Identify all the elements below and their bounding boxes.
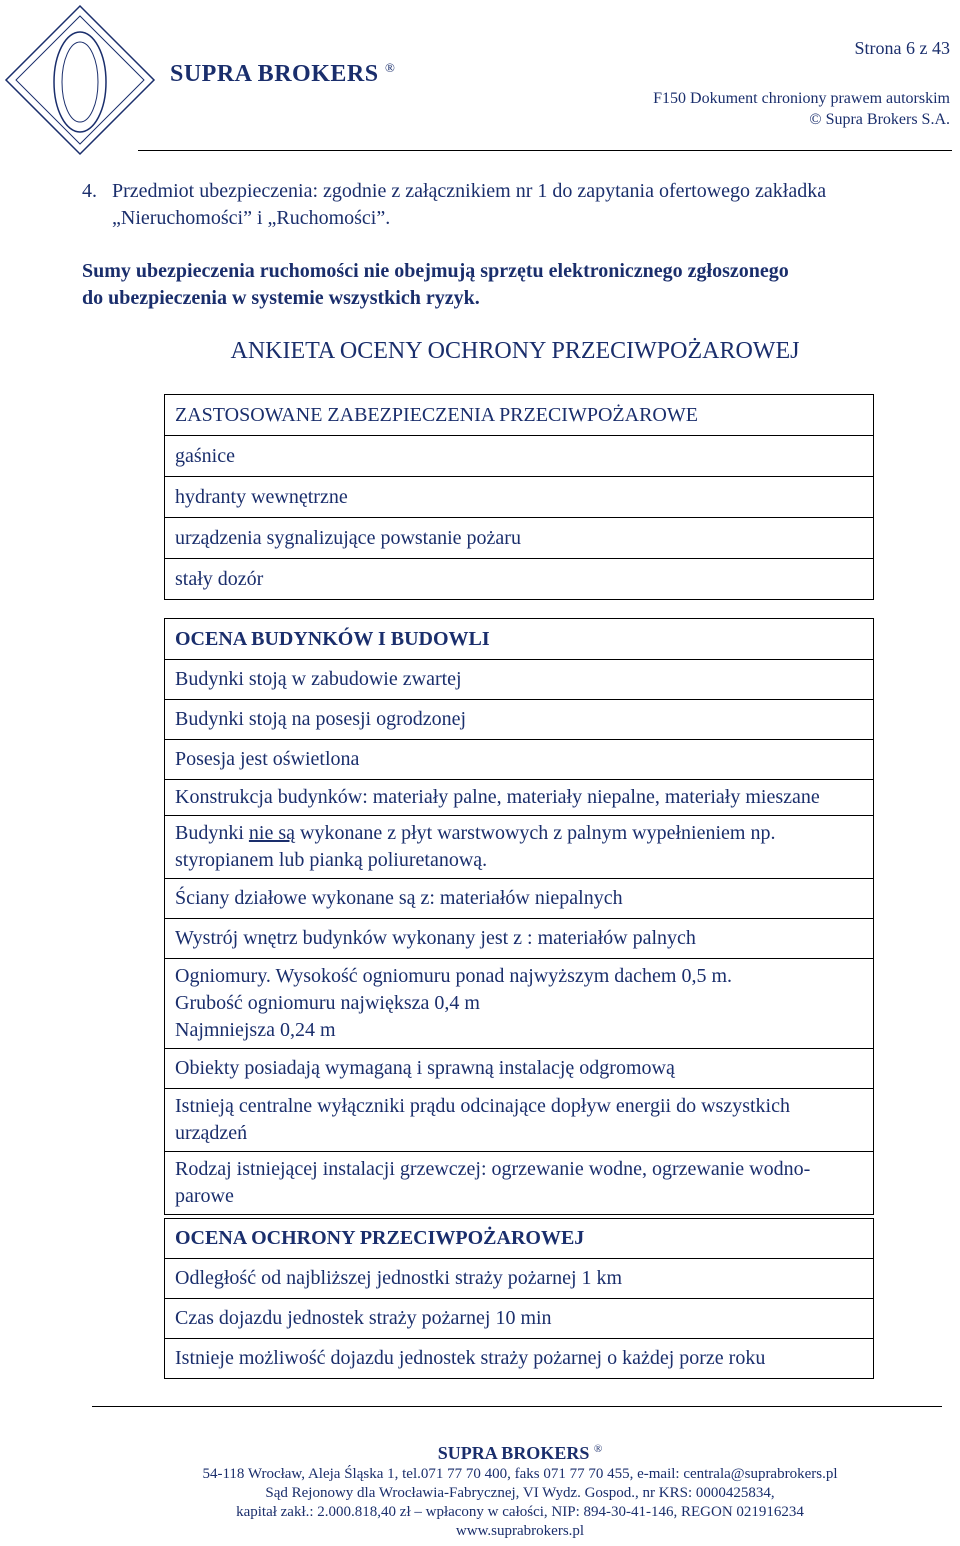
footer-website: www.suprabrokers.pl — [455, 1523, 585, 1539]
footer — [0, 1440, 960, 1541]
registered-mark: ® — [385, 60, 396, 75]
table-row: stały dozór — [165, 559, 874, 600]
footer-court: Sąd Rejonowy dla Wrocławia-Fabrycznej, VI Wydz. Gospod., nr KRS: 0000425834, — [265, 1485, 775, 1501]
table-row: Ściany działowe wykonane są z: materiałów niepalnych — [165, 879, 874, 919]
table-row: hydranty wewnętrzne — [165, 477, 874, 518]
table-row: Rodzaj istniejącej instalacji grzewczej: ogrzewanie wodne, ogrzewanie wodno-parowe — [165, 1152, 874, 1215]
list-item-text-1: Przedmiot ubezpieczenia: zgodnie z załącznikiem nr 1 do zapytania ofertowego zakładka — [112, 180, 827, 202]
fire-service-table — [164, 1218, 874, 1379]
list-item-text-2: „Nieruchomości” i „Ruchomości”. — [112, 207, 391, 229]
fire-protection-heading: ZASTOSOWANE ZABEZPIECZENIA PRZECIWPOŻAROWE — [165, 395, 874, 436]
footer-divider — [92, 1406, 942, 1407]
footer-address: 54-118 Wrocław, Aleja Śląska 1, tel.071 77 70 400, faks 071 77 70 455, e-mail: centrala@suprabrokers.pl — [202, 1466, 838, 1482]
buildings-table — [164, 618, 874, 1215]
table-row: Posesja jest oświetlona — [165, 740, 874, 780]
bold-note — [82, 258, 942, 312]
table-row: Wystrój wnętrz budynków wykonany jest z : materiałów palnych — [165, 919, 874, 959]
footer-registered-mark: ® — [593, 1443, 603, 1455]
document-notice: F150 Dokument chroniony prawem autorskim — [653, 90, 950, 107]
underlined-negation: nie są — [248, 822, 295, 844]
table-row: Istnieje możliwość dojazdu jednostek straży pożarnej o każdej porze roku — [165, 1339, 874, 1379]
table-row: gaśnice — [165, 436, 874, 477]
buildings-heading: OCENA BUDYNKÓW I BUDOWLI — [165, 619, 874, 660]
table-row: Obiekty posiadają wymaganą i sprawną instalację odgromową — [165, 1049, 874, 1089]
table-row — [165, 959, 874, 1049]
table-row: Konstrukcja budynków: materiały palne, materiały niepalne, materiały mieszane — [165, 780, 874, 816]
header-divider — [138, 150, 952, 151]
list-item-4 — [82, 178, 942, 232]
header-brand: SUPRA BROKERS ® — [170, 60, 396, 87]
fire-service-heading: OCENA OCHRONY PRZECIWPOŻAROWEJ — [165, 1219, 874, 1259]
table-row: Budynki stoją na posesji ogrodzonej — [165, 700, 874, 740]
table-row: Budynki stoją w zabudowie zwartej — [165, 660, 874, 700]
survey-title: ANKIETA OCENY OCHRONY PRZECIWPOŻAROWEJ — [230, 338, 800, 364]
bold-note-line-1: Sumy ubezpieczenia ruchomości nie obejmują sprzętu elektronicznego zgłoszonego — [82, 260, 789, 282]
copyright-notice: © Supra Brokers S.A. — [809, 111, 950, 128]
list-item-number: 4. — [82, 180, 97, 202]
fire-protection-table — [164, 394, 874, 600]
footer-brand: SUPRA BROKERS ® — [437, 1443, 603, 1463]
firewall-line-2: Grubość ogniomuru największa 0,4 m — [175, 992, 480, 1014]
table-row: urządzenia sygnalizujące powstanie pożaru — [165, 518, 874, 559]
table-row: Budynki nie są wykonane z płyt warstwowych z palnym wypełnieniem np. styropianem lub pianką poliuretanową. — [165, 816, 874, 879]
firewall-line-3: Najmniejsza 0,24 m — [175, 1019, 336, 1041]
page-number: Strona 6 z 43 — [854, 38, 950, 58]
bold-note-line-2: do ubezpieczenia w systemie wszystkich ryzyk. — [82, 287, 480, 309]
firewall-line-1: Ogniomury. Wysokość ogniomuru ponad najwyższym dachem 0,5 m. — [175, 965, 733, 987]
table-row: Odległość od najbliższej jednostki straży pożarnej 1 km — [165, 1259, 874, 1299]
table-row: Czas dojazdu jednostek straży pożarnej 10 min — [165, 1299, 874, 1339]
logo-icon — [0, 0, 160, 160]
table-row: Istnieją centralne wyłączniki prądu odcinające dopływ energii do wszystkich urządzeń — [165, 1089, 874, 1152]
footer-capital: kapitał zakł.: 2.000.818,40 zł – wpłacony w całości, NIP: 894-30-41-146, REGON 021916234 — [236, 1504, 804, 1520]
